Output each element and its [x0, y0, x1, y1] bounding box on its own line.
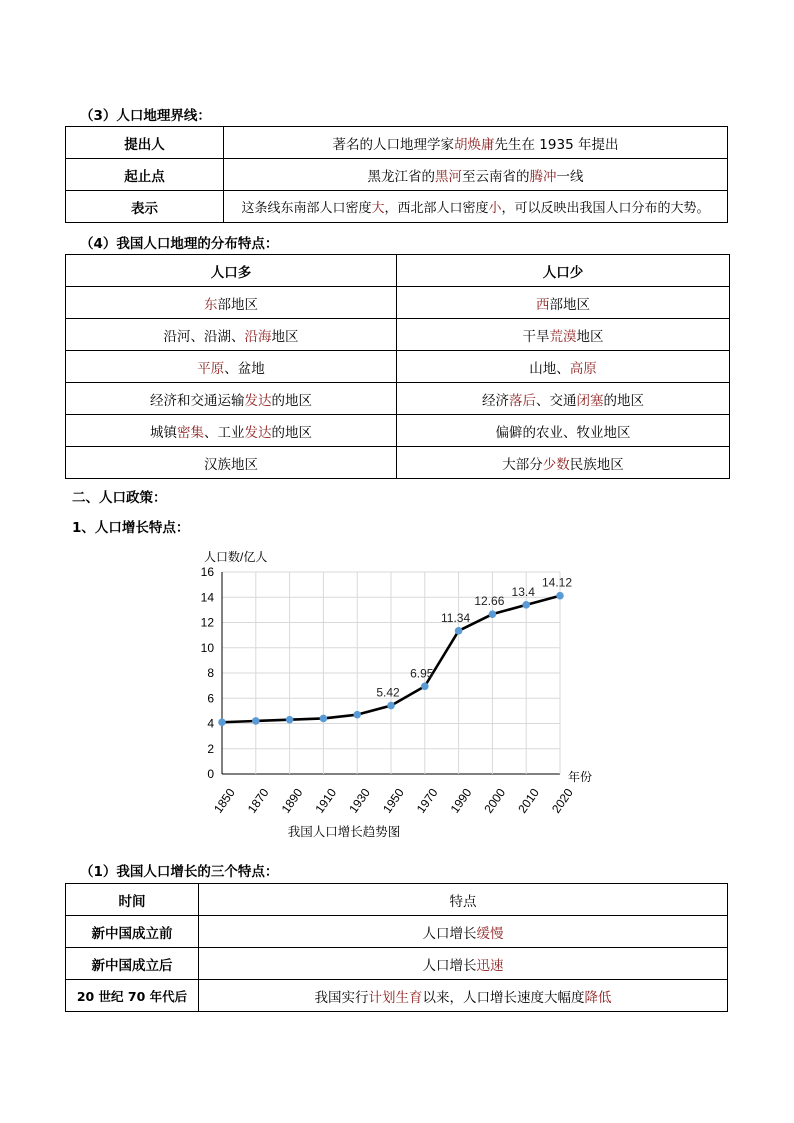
cell-text: 大部分: [502, 456, 543, 473]
features-heading: （1）我国人口增长的三个特点：: [80, 864, 279, 880]
x-axis-label: 年份: [568, 770, 593, 784]
section-3-heading: （3）人口地理界线：: [80, 108, 211, 124]
dense-header: 人口多: [66, 255, 397, 287]
y-tick-label: 14: [200, 590, 214, 605]
x-tick-label: 1910: [312, 785, 340, 816]
highlighted-text: 东: [204, 296, 218, 313]
y-tick-label: 16: [200, 565, 214, 579]
population-chart: [190, 545, 610, 845]
sparse-cell: [397, 415, 730, 447]
data-point: [489, 610, 497, 618]
y-axis-label: 人口数/亿人: [204, 550, 268, 564]
highlighted-text: 小: [488, 201, 502, 216]
meaning-label: 表示: [66, 191, 224, 223]
highlighted-text: 闭塞: [576, 392, 604, 409]
y-tick-label: 6: [207, 691, 214, 706]
dense-cell: [66, 415, 397, 447]
cell-text: 、工业: [204, 424, 245, 441]
meaning-value: [224, 191, 728, 223]
highlighted-text: 大: [371, 201, 385, 216]
highlighted-text: 发达: [244, 424, 272, 441]
highlighted-text: 迅速: [476, 957, 504, 974]
data-label: 13.4: [511, 584, 535, 599]
feature-header: 特点: [199, 884, 728, 916]
cell-text: 先生在 1935 年提出: [494, 136, 619, 153]
highlighted-text: 高原: [569, 360, 597, 377]
cell-text: 经济: [482, 392, 509, 409]
cell-text: 黑龙江省的: [367, 168, 435, 185]
cell-text: 部地区: [549, 296, 590, 313]
data-point: [286, 716, 294, 724]
cell-text: 以来，人口增长速度大幅度: [422, 989, 585, 1006]
x-tick-label: 2020: [548, 785, 576, 816]
x-tick-label: 2000: [481, 785, 509, 816]
data-point: [218, 718, 226, 726]
cell-text: 部地区: [217, 296, 258, 313]
data-point: [556, 592, 564, 600]
y-tick-label: 0: [207, 767, 214, 781]
data-point: [455, 627, 463, 635]
data-label: 5.42: [376, 685, 400, 700]
growth-features-table: [65, 883, 728, 1012]
cell-text: 、盆地: [224, 360, 265, 377]
cell-text: 至云南省的: [462, 168, 530, 185]
dense-cell: [66, 447, 397, 479]
data-point: [353, 711, 361, 719]
cell-text: ，可以反映出我国人口分布的大势。: [501, 201, 710, 216]
cell-text: 城镇: [150, 424, 177, 441]
data-point: [387, 702, 395, 710]
time-header: 时间: [66, 884, 199, 916]
cell-text: 地区: [271, 328, 299, 345]
data-label: 12.66: [474, 594, 505, 609]
chart-grid: [222, 572, 560, 774]
highlighted-text: 降低: [584, 989, 612, 1006]
highlighted-text: 腾冲: [529, 168, 557, 185]
data-label: 14.12: [541, 575, 573, 590]
cell-text: 的地区: [271, 424, 312, 441]
highlighted-text: 落后: [509, 392, 536, 409]
cell-text: 偏僻的农业、牧业地区: [495, 424, 631, 441]
x-tick-label: 1990: [447, 785, 475, 816]
dense-cell: [66, 319, 397, 351]
y-tick-label: 2: [207, 741, 214, 756]
boundary-table: [65, 126, 728, 223]
highlighted-text: 密集: [177, 424, 204, 441]
data-point: [252, 717, 260, 725]
x-tick-label: 1890: [278, 785, 306, 816]
dense-cell: [66, 287, 397, 319]
data-point: [522, 601, 530, 609]
cell-text: 著名的人口地理学家: [332, 136, 455, 153]
cell-text: 地区: [576, 328, 604, 345]
period-feature: [199, 980, 728, 1012]
endpoints-label: 起止点: [66, 159, 224, 191]
data-point: [421, 682, 429, 690]
cell-text: 山地、: [529, 360, 570, 377]
data-label: 11.34: [441, 610, 471, 625]
x-tick-label: 1930: [346, 785, 373, 816]
cell-text: 的地区: [603, 392, 644, 409]
sparse-header: 人口少: [397, 255, 730, 287]
period-label: 新中国成立后: [66, 948, 199, 980]
cell-text: 一线: [556, 168, 584, 185]
section-4-heading: （4）我国人口地理的分布特点：: [80, 236, 279, 252]
sparse-cell: [397, 447, 730, 479]
dense-cell: [66, 351, 397, 383]
sparse-cell: [397, 319, 730, 351]
cell-text: 沿河、沿湖、: [163, 328, 245, 345]
highlighted-text: 黑河: [435, 168, 462, 185]
cell-text: 的地区: [271, 392, 312, 409]
proposer-value: [224, 127, 728, 159]
period-feature: [199, 948, 728, 980]
y-tick-label: 10: [200, 640, 214, 655]
cell-text: ，西北部人口密度: [384, 201, 489, 216]
policy-heading: 二、人口政策：: [72, 490, 167, 506]
highlighted-text: 少数: [542, 456, 570, 473]
highlighted-text: 发达: [244, 392, 272, 409]
growth-heading: 1、人口增长特点：: [72, 520, 190, 536]
cell-text: 我国实行: [314, 989, 369, 1006]
x-tick-label: 2010: [515, 785, 542, 816]
dense-cell: [66, 383, 397, 415]
highlighted-text: 计划生育: [368, 989, 423, 1006]
endpoints-value: [224, 159, 728, 191]
highlighted-text: 胡焕庸: [454, 136, 495, 153]
highlighted-text: 荒漠: [549, 328, 577, 345]
y-tick-label: 4: [207, 716, 214, 731]
cell-text: 民族地区: [569, 456, 624, 473]
cell-text: 人口增长: [422, 925, 477, 942]
highlighted-text: 缓慢: [476, 925, 504, 942]
highlighted-text: 平原: [197, 360, 225, 377]
cell-text: 人口增长: [422, 957, 477, 974]
chart-marks: [218, 576, 572, 726]
cell-text: 汉族地区: [204, 456, 258, 473]
cell-text: 这条线东南部人口密度: [241, 201, 372, 216]
highlighted-text: 沿海: [244, 328, 272, 345]
x-tick-label: 1970: [413, 785, 441, 816]
period-feature: [199, 916, 728, 948]
sparse-cell: [397, 351, 730, 383]
cell-text: 、交通: [536, 392, 577, 409]
sparse-cell: [397, 287, 730, 319]
data-label: 6.95: [410, 666, 434, 681]
cell-text: 经济和交通运输: [150, 392, 245, 409]
period-label: 新中国成立前: [66, 916, 199, 948]
data-point: [320, 715, 328, 723]
period-label: 20 世纪 70 年代后: [66, 980, 199, 1012]
proposer-label: 提出人: [66, 127, 224, 159]
y-tick-label: 12: [200, 615, 214, 630]
highlighted-text: 西: [536, 296, 550, 313]
x-tick-label: 1950: [379, 785, 407, 816]
chart-title: 我国人口增长趋势图: [287, 825, 401, 839]
x-tick-label: 1870: [244, 785, 272, 816]
distribution-table: [65, 254, 730, 479]
x-tick-label: 1850: [210, 785, 238, 816]
sparse-cell: [397, 383, 730, 415]
cell-text: 干旱: [522, 328, 550, 345]
y-tick-label: 8: [207, 666, 214, 680]
